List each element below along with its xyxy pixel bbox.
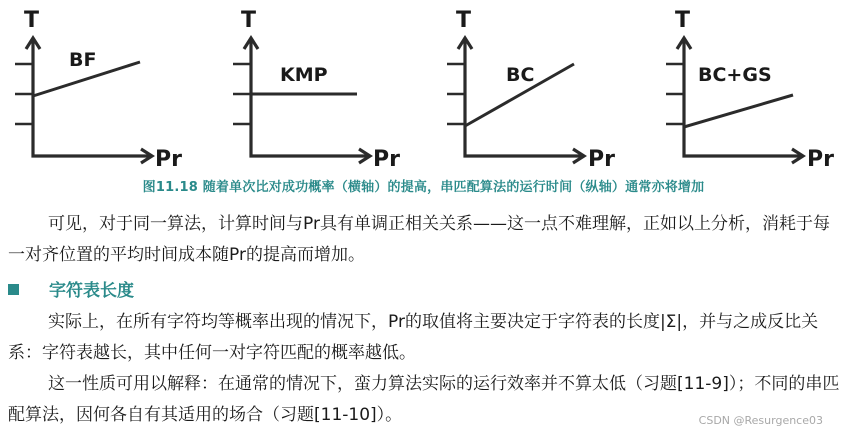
algorithm-label: BC+GS	[698, 64, 772, 86]
figure-11-18	[0, 0, 847, 175]
panel-bf	[15, 8, 182, 172]
paragraph: 实际上，在所有字符均等概率出现的情况下，Pr的取值将主要决定于字符表的长度|Σ|，并与之成反比关系：字符表越长，其中任何一对字符匹配的概率越低。	[8, 312, 819, 363]
x-axis-label: Pr	[373, 147, 400, 172]
watermark: CSDN @Resurgence03	[698, 414, 823, 427]
x-axis-label: Pr	[588, 147, 615, 172]
paragraph: 这一性质可用以解释：在通常的情况下，蛮力算法实际的运行效率并不算太低（习题[11-9]）；不同的串匹配算法，因何各自有其适用的场合（习题[11-10]）。	[8, 374, 840, 425]
x-axis-label: Pr	[807, 147, 834, 172]
algorithm-label: BC	[506, 64, 535, 86]
y-axis-label: T	[24, 8, 40, 33]
paragraph: 可见，对于同一算法，计算时间与Pr具有单调正相关关系——这一点不难理解，正如以上分析，消耗于每一对齐位置的平均时间成本随Pr的提高而增加。	[8, 214, 830, 265]
axes	[465, 40, 582, 156]
section-title: 字符表长度	[49, 281, 134, 301]
figure-caption: 图11.18 随着单次比对成功概率（横轴）的提高，串匹配算法的运行时间（纵轴）通常亦将增加	[142, 180, 705, 195]
x-axis-label: Pr	[155, 147, 182, 172]
panel-bc-gs	[666, 8, 834, 172]
axes	[251, 40, 368, 156]
panel-bc	[447, 8, 615, 172]
algorithm-label: KMP	[280, 64, 328, 86]
panel-kmp	[233, 8, 400, 172]
y-axis-label: T	[241, 8, 257, 33]
trend-line	[684, 95, 793, 127]
algorithm-label: BF	[69, 49, 97, 71]
section-heading	[8, 278, 134, 304]
square-bullet-icon	[8, 284, 19, 295]
y-axis-label: T	[456, 8, 472, 33]
y-axis-label: T	[675, 8, 691, 33]
